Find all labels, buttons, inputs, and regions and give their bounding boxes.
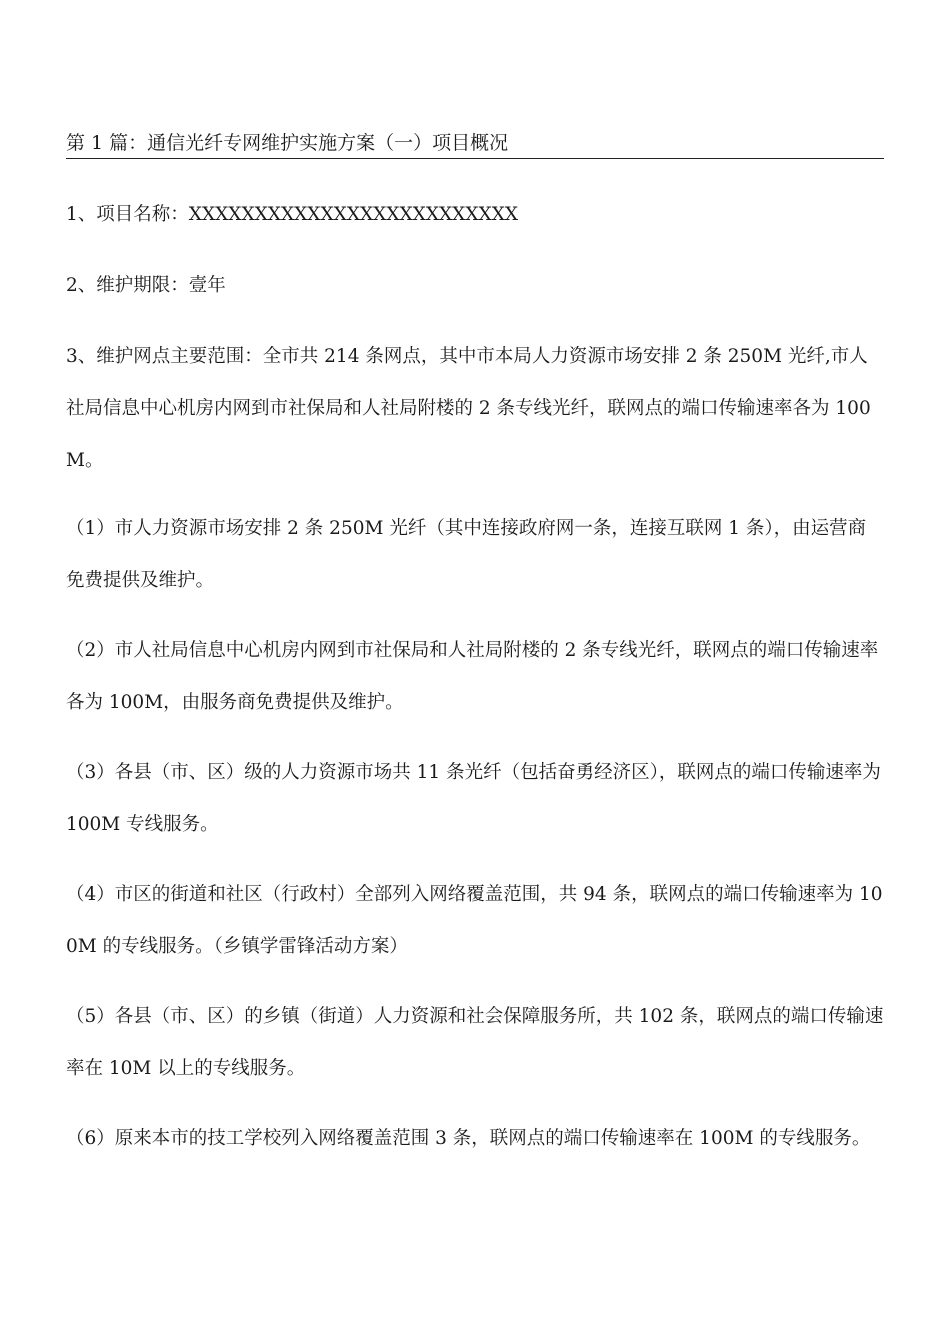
title-underline <box>66 158 884 159</box>
paragraph-maintenance-scope: 3、维护网点主要范围：全市共 214 条网点，其中市本局人力资源市场安排 2 条 250M 光纤,市人社局信息中心机房内网到市社保局和人社局附楼的 2 条专线光纤，联网点的端口传输速率各为 100M。 <box>66 346 871 471</box>
paragraph-item-3: （3）各县（市、区）级的人力资源市场共 11 条光纤（包括奋勇经济区），联网点的端口传输速率为 100M 专线服务。 <box>66 762 881 835</box>
paragraph-item-1: （1）市人力资源市场安排 2 条 250M 光纤（其中连接政府网一条，连接互联网 1 条），由运营商免费提供及维护。 <box>66 518 867 591</box>
document-title: 第 1 篇：通信光纤专网维护实施方案（一）项目概况 <box>66 132 509 154</box>
paragraph-item-5: （5）各县（市、区）的乡镇（街道）人力资源和社会保障服务所，共 102 条，联网点的端口传输速率在 10M 以上的专线服务。 <box>66 1006 884 1079</box>
paragraph-maintenance-period: 2、维护期限：壹年 <box>66 275 226 296</box>
paragraph-project-name: 1、项目名称：XXXXXXXXXXXXXXXXXXXXXXXXX <box>66 204 519 225</box>
paragraph-item-2: （2）市人社局信息中心机房内网到市社保局和人社局附楼的 2 条专线光纤，联网点的端口传输速率各为 100M，由服务商免费提供及维护。 <box>66 640 879 713</box>
paragraph-item-4: （4）市区的街道和社区（行政村）全部列入网络覆盖范围，共 94 条，联网点的端口传输速率为 100M 的专线服务。（乡镇学雷锋活动方案） <box>66 884 883 957</box>
paragraph-item-6: （6）原来本市的技工学校列入网络覆盖范围 3 条，联网点的端口传输速率在 100M 的专线服务。 <box>66 1128 871 1149</box>
